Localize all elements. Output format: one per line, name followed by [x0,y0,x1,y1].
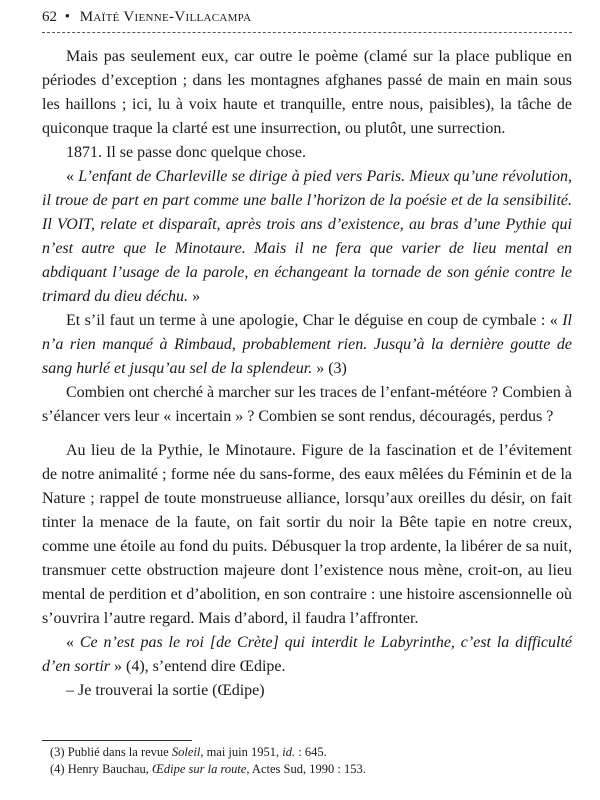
paragraph [42,631,572,679]
italic-text: L’enfant de Charleville se dirige à pied vers Paris. Mieux qu’une révolution, il troue de part en part comme une balle l’horizon de la poésie et de la sensibilité. Il VOIT, relate et disparaît, après trois ans d’existence, au bras d’une Pythie qui n’est autre que le Minotaure. Mais il ne fera que varier de lieu mental en abdiquant l’usage de la parole, en échangeant la tornade de son génie contre le trimard du dieu déchu. [42,168,573,305]
text-run: « [66,634,80,651]
italic-text: Œdipe sur la route [152,762,247,776]
text-run: Combien ont cherché à marcher sur les traces de l’enfant-météore ? Combien à s’élancer vers leur « incertain » ? Combien se sont rendus, découragés, perdus ? [42,384,572,425]
text-run: » [188,288,201,305]
page-number: 62 [42,9,57,25]
text-run: « [66,168,79,185]
text-run: Mais pas seulement eux, car outre le poème (clamé sur la place publique en périodes d’exception ; dans les montagnes afghanes passé de main en main sous les haillons ; ici, lu à voix haute et tranquille, entre nous, paisibles), la tâche de quiconque traque la clarté est une insurrection, ou plutôt, une surrection. [42,48,572,137]
paragraph [42,679,572,703]
body-text [42,45,572,703]
footnote [42,744,572,761]
text-run: (3) Publié dans la revue [50,745,172,759]
text-run: , mai juin 1951, [200,745,283,759]
running-header [42,6,572,28]
text-run: : 645. [295,745,327,759]
paragraph [42,439,572,631]
footnote-list [42,744,572,778]
text-run: » (3) [312,360,347,377]
italic-text: Ce n’est pas le roi [de Crète] qui interdit le Labyrinthe, c’est la difficulté d’en sortir [42,634,573,675]
text-run: Au lieu de la Pythie, le Minotaure. Figure de la fascination et de l’évitement de notre animalité ; forme née du sans-forme, des eaux mêlées du Féminin et de la Nature ; rappel de toute monstrueuse alliance, lorsqu’aux oreilles du désir, on fait tinter la menace de la faute, on fait sortir du noir la Bête tapie en notre creux, comme une étoile au fond du puits. Débusquer la trop ardente, la libérer de sa nuit, transmuer cette obstruction majeure dont l’existence nous mène, croit-on, au lieu mental de perdition et d’abolition, en son contraire : une histoire ascensionnelle où s’ouvrira l’autre regard. Mais d’abord, il faudra l’affronter. [42,442,572,627]
text-run: (4) Henry Bauchau, [50,762,153,776]
text-run: , Actes Sud, 1990 : 153. [246,762,366,776]
paragraph [42,165,572,309]
paragraph [42,381,572,429]
paragraph [42,141,572,165]
text-run: Et s’il faut un terme à une apologie, Char le déguise en coup de cymbale : « [66,312,563,329]
italic-text: Soleil [171,745,201,759]
header-separator: • [64,9,71,25]
header-dashed-rule [42,32,572,33]
footnote-rule [42,740,192,741]
paragraph [42,309,572,381]
paragraph [42,45,572,141]
text-run: 1871. Il se passe donc quelque chose. [66,144,306,161]
text-run: » (4), s’entend dire Œdipe. [110,658,286,675]
italic-text: Il n’a rien manqué à Rimbaud, probablement rien. Jusqu’à la dernière goutte de sang hurlé et jusqu’au sel de la splendeur. [42,312,572,377]
italic-text: id. [282,745,296,759]
footnote [42,761,572,778]
footnotes [42,740,572,778]
text-run: – Je trouverai la sortie (Œdipe) [66,682,265,699]
header-author: Maïté Vienne-Villacampa [79,9,252,25]
